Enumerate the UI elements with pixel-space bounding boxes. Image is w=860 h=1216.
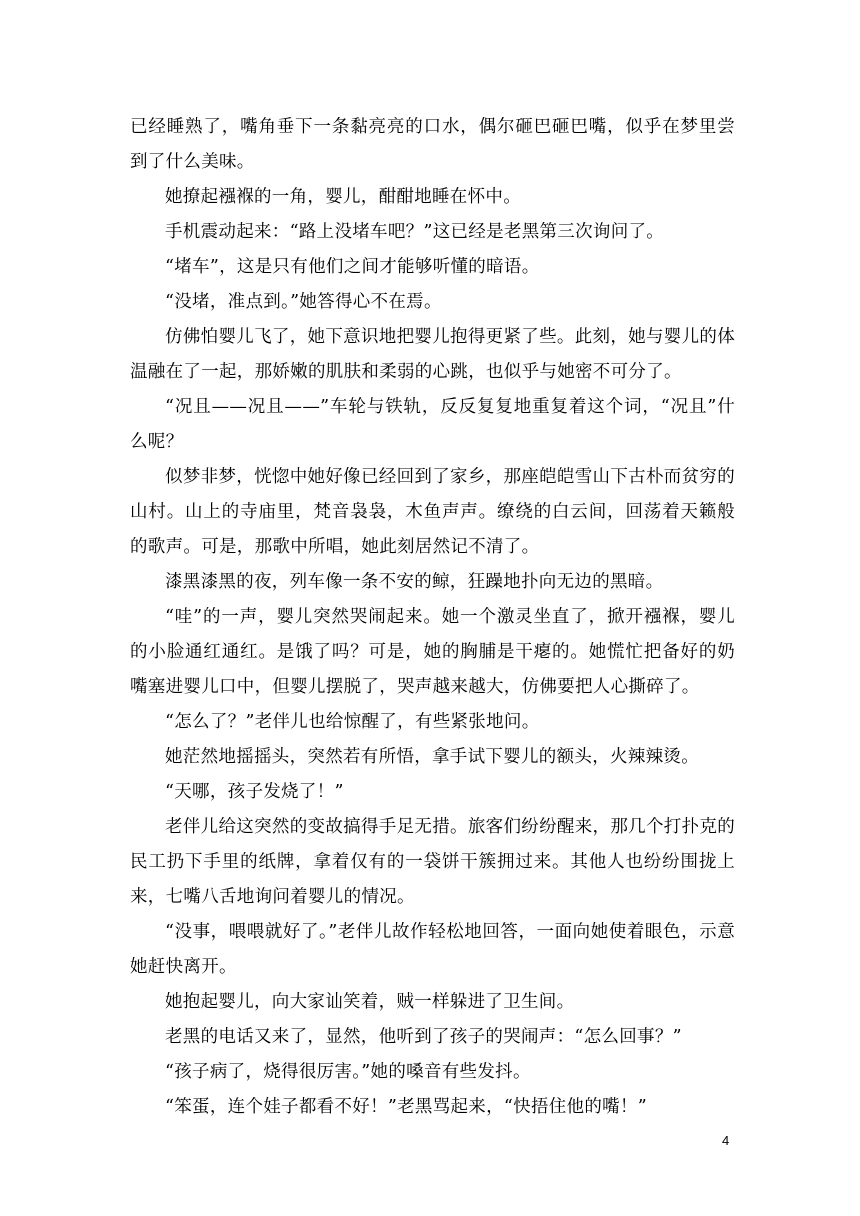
paragraph: “没事，喂喂就好了。”老伴儿故作轻松地回答，一面向她使着眼色，示意她赶快离开。 (130, 922, 735, 977)
paragraph: 她抱起婴儿，向大家讪笑着，贼一样躲进了卫生间。 (165, 992, 575, 1012)
paragraph: 老黑的电话又来了，显然，他听到了孩子的哭闹声：“怎么回事？” (165, 1027, 682, 1047)
paragraph: 老伴儿给这突然的变故搞得手足无措。旅客们纷纷醒来，那几个打扑克的民工扔下手里的纸牌，拿着仅有的一袋饼干簇拥过来。其他人也纷纷围拢上来，七嘴八舌地询问着婴儿的情况。 (130, 817, 735, 907)
body-text (130, 110, 735, 1125)
paragraph: “怎么了？”老伴儿也给惊醒了，有些紧张地问。 (165, 712, 540, 732)
paragraph: “况且——况且——”车轮与铁轨，反反复复地重复着这个词，“况且”什么呢？ (130, 397, 735, 452)
paragraph: 已经睡熟了，嘴角垂下一条黏亮亮的口水，偶尔砸巴砸巴嘴，似乎在梦里尝到了什么美味。 (130, 117, 735, 172)
paragraph: 手机震动起来：“路上没堵车吧？”这已经是老黑第三次询问了。 (165, 222, 665, 242)
paragraph: 她撩起襁褓的一角，婴儿，酣酣地睡在怀中。 (165, 187, 521, 207)
paragraph: 漆黑漆黑的夜，列车像一条不安的鲸，狂躁地扑向无边的黑暗。 (165, 572, 664, 592)
paragraph: “堵车”，这是只有他们之间才能够听懂的暗语。 (165, 257, 540, 277)
paragraph: 似梦非梦，恍惚中她好像已经回到了家乡，那座皑皑雪山下古朴而贫穷的山村。山上的寺庙里，梵音袅袅，木鱼声声。缭绕的白云间，回荡着天籁般的歌声。可是，那歌中所唱，她此刻居然记不清了。 (130, 467, 735, 557)
paragraph: “孩子病了，烧得很厉害。”她的嗓音有些发抖。 (165, 1062, 531, 1082)
paragraph: “没堵，准点到。”她答得心不在焉。 (165, 292, 442, 312)
page-number: 4 (722, 1133, 730, 1148)
paragraph: 仿佛怕婴儿飞了，她下意识地把婴儿抱得更紧了些。此刻，她与婴儿的体温融在了一起，那娇嫩的肌肤和柔弱的心跳，也似乎与她密不可分了。 (130, 327, 735, 382)
paragraph: “哇”的一声，婴儿突然哭闹起来。她一个激灵坐直了，掀开襁褓，婴儿的小脸通红通红。是饿了吗？可是，她的胸脯是干瘪的。她慌忙把备好的奶嘴塞进婴儿口中，但婴儿摆脱了，哭声越来越大，仿佛要把人心撕碎了。 (130, 607, 735, 697)
paragraph: “天哪，孩子发烧了！” (165, 782, 344, 802)
paragraph: 她茫然地摇摇头，突然若有所悟，拿手试下婴儿的额头，火辣辣烫。 (165, 747, 699, 767)
paragraph: “笨蛋，连个娃子都看不好！”老黑骂起来，“快捂住他的嘴！” (165, 1097, 647, 1117)
